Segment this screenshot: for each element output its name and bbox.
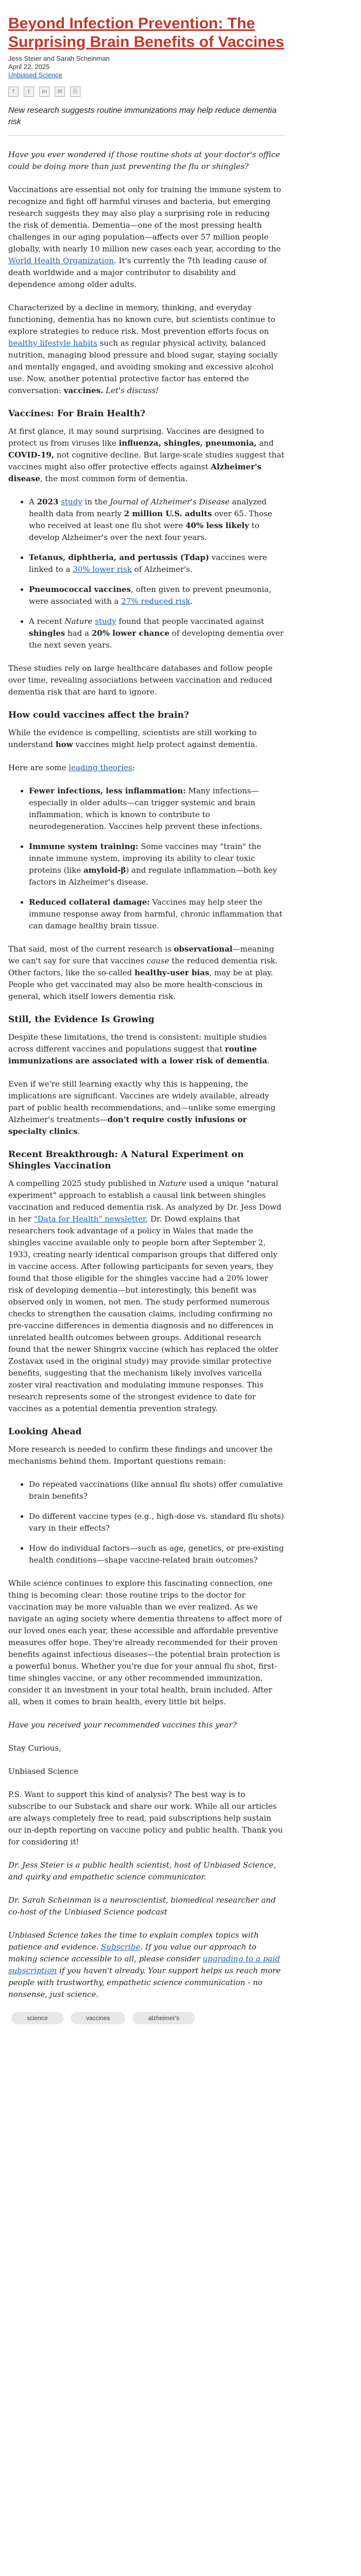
bio-jess: Dr. Jess Steier is a public health scientist, host of Unbiased Science, and quirky and empathetic science communicator. bbox=[8, 1860, 276, 1882]
study-link[interactable]: study bbox=[61, 497, 83, 506]
theories-list bbox=[8, 785, 285, 932]
facebook-icon[interactable]: f bbox=[8, 87, 19, 97]
heading-vaccines-brain: Vaccines: For Brain Health? bbox=[8, 409, 145, 419]
postscript: P.S. Want to support this kind of analysis? The best way is to subscribe to our Substack and share our work. While all our articles are always completely free to read, paid subscriptions help sustain our in-depth reporting on vaccine policy and public health. Thank you for considering it! bbox=[8, 1790, 283, 1846]
list-item: • How do individual factors—such as age, genetics, or pre-existing health conditions—shape vaccine-related brain outcomes? bbox=[29, 1543, 285, 1566]
paragraph-3: At first glance, it may sound surprising. Vaccines are designed to protect us from viruses like influenza, shingles, pneumonia, and COVID-19, not cognitive decline. But large-scale studies suggest that vaccines might also offer protective effects against Alzheimer's disease, the most common form of dementia. bbox=[8, 427, 285, 483]
signature: Unbiased Science bbox=[8, 1767, 78, 1776]
paragraph-1: Vaccinations are essential not only for training the immune system to recognize and fight off harmful viruses and bacteria, but emerging research suggests they may also play a surprising role in reducing the risk of dementia. Dementia—one of the most pressing health challenges in our aging population—affects over 57 million people globally, with nearly 10 million new cases each year, according to the World Health Organization. It's currently the 7th leading cause of death worldwide and a major contributor to disability and dependence among older adults. bbox=[8, 185, 282, 289]
tdap-risk-link[interactable]: 30% lower risk bbox=[73, 565, 132, 574]
paragraph-8: Despite these limitations, the trend is consistent: multiple studies across different vaccines and populations suggest that routine immunizations are associated with a lower risk of dementia. bbox=[8, 1032, 270, 1065]
heading-how: How could vaccines affect the brain? bbox=[8, 710, 189, 720]
theories-link[interactable]: leading theories bbox=[69, 763, 133, 772]
tag-list bbox=[11, 2012, 285, 2024]
paragraph-11: More research is needed to confirm these findings and uncover the mechanisms behind them. Important questions remain: bbox=[8, 1445, 273, 1466]
intro-question: Have you ever wondered if those routine shots at your doctor's office could be doing more than just preventing the flu or shingles? bbox=[8, 150, 281, 171]
closing-question: Have you received your recommended vaccines this year? bbox=[8, 1720, 237, 1730]
paid-subscription-link[interactable]: upgrading to a paid subscription bbox=[8, 1954, 280, 1975]
list-item: • Do repeated vaccinations (like annual flu shots) offer cumulative brain benefits? bbox=[29, 1479, 285, 1502]
pneumococcal-risk-link[interactable]: 27% reduced risk bbox=[121, 597, 190, 606]
questions-list bbox=[8, 1479, 285, 1566]
paragraph-9: Even if we're still learning exactly why this is happening, the implications are significant. Vaccines are widely available, already part of public health recommendations, and—unlike some emerging Alzheimer's treatments—don't require costly infusions or specialty clinics. bbox=[8, 1079, 276, 1136]
article-subtitle: New research suggests routine immunizations may help reduce dementia risk bbox=[8, 106, 277, 126]
heading-breakthrough: Recent Breakthrough: A Natural Experiment on Shingles Vaccination bbox=[8, 1149, 244, 1171]
publication-link[interactable]: Unbiased Science bbox=[8, 71, 62, 79]
list-item: • A recent Nature study found that people vaccinated against shingles had a 20% lower chance of developing dementia over the next seven years. bbox=[29, 616, 285, 651]
list-item: • Tetanus, diphtheria, and pertussis (Tdap) vaccines were linked to a 30% lower risk of Alzheimer's. bbox=[29, 552, 285, 575]
heading-growing: Still, the Evidence Is Growing bbox=[8, 1014, 155, 1025]
share-row bbox=[8, 87, 285, 97]
nature-study-link[interactable]: study bbox=[95, 617, 117, 626]
bio-sarah: Dr. Sarah Scheinman is a neuroscientist, biomedical researcher and co-host of the Unbiased Science podcast bbox=[8, 1895, 276, 1917]
article-title-link[interactable]: Beyond Infection Prevention: The Surprising Brain Benefits of Vaccines bbox=[8, 15, 285, 50]
subscribe-link[interactable]: Subscribe bbox=[101, 1942, 141, 1952]
paragraph-6: Here are some leading theories: bbox=[8, 763, 135, 772]
tag-vaccines[interactable]: vaccines bbox=[71, 2012, 126, 2024]
lifestyle-link[interactable]: healthy lifestyle habits bbox=[8, 338, 97, 348]
article-column bbox=[8, 0, 285, 2024]
link-icon[interactable]: ⎘ bbox=[70, 87, 80, 97]
email-icon[interactable]: ✉ bbox=[55, 87, 65, 97]
who-link[interactable]: World Health Organization bbox=[8, 256, 114, 265]
list-item: • Do different vaccine types (e.g., high-dose vs. standard flu shots) vary in their effects? bbox=[29, 1511, 285, 1534]
paragraph-7: That said, most of the current research is observational—meaning we can't say for sure that vaccines cause the reduced dementia risk. Other factors, like the so-called healthy-user bias, may be at play. People who get vaccinated may also be more health-conscious in general, which itself lowers dementia risk. bbox=[8, 944, 278, 1001]
paragraph-10: A compelling 2025 study published in Nature used a unique "natural experiment" approach to establish a causal link between shingles vaccination and reduced dementia risk. As analyzed by Dr. Jess Dowd in her "Data for Health" newsletter, Dr. Dowd explains that researchers took advantage of a policy in Wales that made the shingles vaccine available only to people born after September 2, 1933, creating nearly identical comparison groups that differed only in vaccine access. After following participants for seven years, they found that those eligible for the shingles vaccine had a 20% lower risk of developing dementia—but interestingly, this benefit was observed only in women, not men. The study performed numerous checks to strengthen the causation claims, including confirming no pre-vaccine differences in dementia diagnosis and no differences in unrelated health outcomes between groups. Additional research found that the newer Shingrix vaccine (which has replaced the older Zostavax used in the original study) may provide similar protective benefits, suggesting that the mechanism likely involves varicella zoster viral reactivation and modulating immune responses. This research represents some of the strongest evidence to date for vaccines as a potential dementia prevention strategy. bbox=[8, 1179, 282, 1413]
paragraph-4: These studies rely on large healthcare databases and follow people over time, revealing associations between vaccination and reduced dementia risk that are hard to ignore. bbox=[8, 664, 273, 697]
tag-alzheimers[interactable]: alzheimer's bbox=[133, 2012, 194, 2024]
sign-off: Stay Curious, bbox=[8, 1743, 61, 1753]
list-item: • Pneumococcal vaccines, often given to prevent pneumonia, were associated with a 27% reduced risk. bbox=[29, 584, 285, 607]
heading-looking-ahead: Looking Ahead bbox=[8, 1427, 82, 1437]
article-date: April 22, 2025 bbox=[8, 63, 50, 71]
list-item: • Reduced collateral damage: Vaccines may help steer the immune response away from harmful, chronic inflammation that can damage healthy brain tissue. bbox=[29, 896, 285, 932]
list-item: • Fewer infections, less inflammation: Many infections—especially in older adults—can trigger systemic and brain inflammation, which is known to contribute to neurodegeneration. Vaccines help prevent these infections. bbox=[29, 785, 285, 833]
tag-science[interactable]: science bbox=[11, 2012, 63, 2024]
article-authors: Jess Steier and Sarah Scheinman bbox=[8, 55, 110, 62]
paragraph-2: Characterized by a decline in memory, thinking, and everyday functioning, dementia has no known cure, but scientists continue to explore strategies to reduce risk. Most prevention efforts focus on healthy lifestyle habits such as regular physical activity, balanced nutrition, managing blood pressure and blood sugar, staying socially and mentally engaged, and avoiding smoking and excessive alcohol use. Now, another potential protective factor has entered the conversation: vaccines. Let's discuss! bbox=[8, 303, 278, 395]
subscribe-paragraph: Unbiased Science takes the time to explain complex topics with patience and evidence. Subscribe. If you value our approach to making science accessible to all, please consider upgrading to a paid subscription if you haven't already. Your support helps us reach more people with trustworthy, empathetic science communication - no nonsense, just science. bbox=[8, 1930, 281, 1999]
linkedin-icon[interactable]: in bbox=[39, 87, 50, 97]
twitter-icon[interactable]: t bbox=[24, 87, 34, 97]
paragraph-12: While science continues to explore this fascinating connection, one thing is becoming clear: those routine trips to the doctor for vaccination may be more valuable than we ever realized. As we navigate an aging society where dementia threatens to affect more of our loved ones each year, these accessible and affordable preventive measures offer hope. They're already recommended for their proven benefits against infectious diseases—the potential brain protection is a powerful bonus. Whether you're due for your annual flu shot, first-time shingles vaccine, or any other recommended immunization, consider it an investment in your total health, brain included. After all, when it comes to brain health, every little bit helps. bbox=[8, 1579, 282, 1706]
list-item: • Immune system training: Some vaccines may "train" the innate immune system, improving its ability to clear toxic proteins (like amyloid-β) and regulate inflammation—both key factors in Alzheimer's disease. bbox=[29, 841, 285, 888]
list-item: • A 2023 study in the Journal of Alzheimer's Disease analyzed health data from nearly 2 million U.S. adults over 65. Those who received at least one flu shot were 40% less likely to develop Alzheimer's over the next four years. bbox=[29, 496, 285, 544]
findings-list bbox=[8, 496, 285, 651]
data-for-health-link[interactable]: "Data for Health" newsletter bbox=[34, 1214, 146, 1224]
paragraph-5: While the evidence is compelling, scientists are still working to understand how vaccines might help protect against dementia. bbox=[8, 728, 258, 749]
